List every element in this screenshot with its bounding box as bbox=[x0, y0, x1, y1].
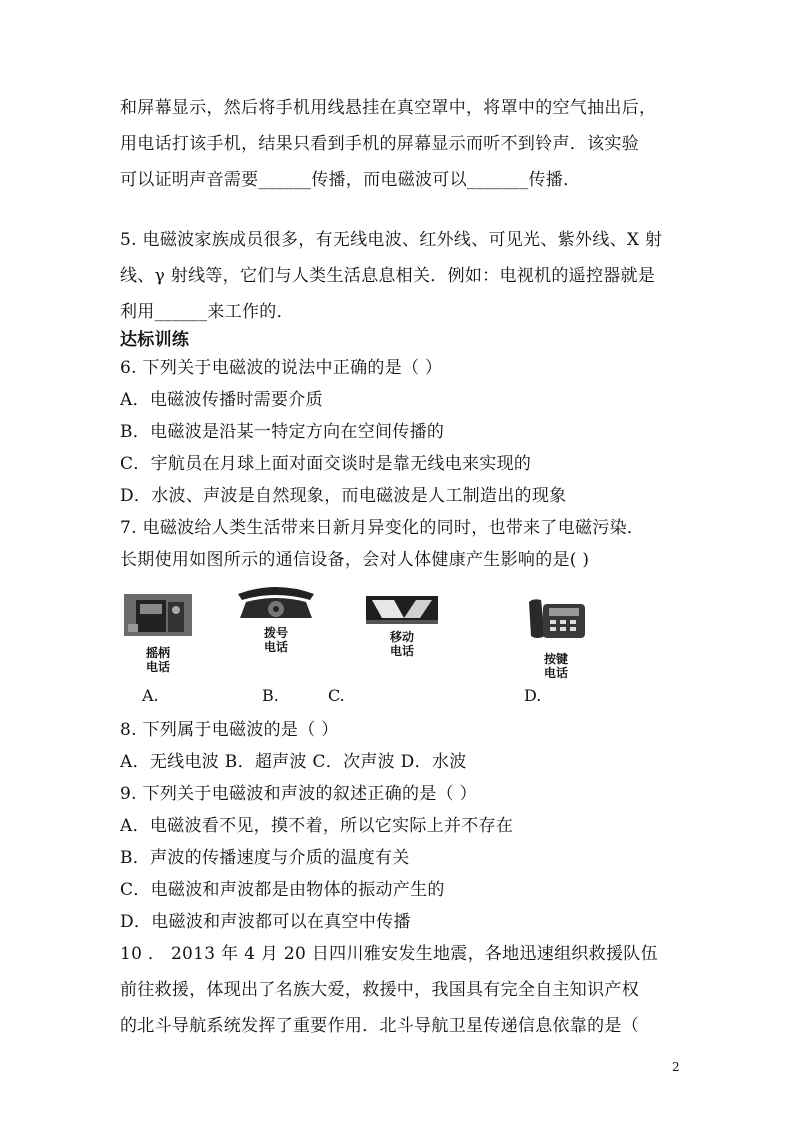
question-5-line-2: 线、γ 射线等，它们与人类生活息息相关．例如：电视机的遥控器就是 bbox=[120, 266, 656, 286]
phone-b-caption-2: 电话 bbox=[263, 640, 288, 654]
question-6-option-c: C．宇航员在月球上面对面交谈时是靠无线电来实现的 bbox=[120, 454, 532, 474]
question-9-option-c: C．电磁波和声波都是由物体的振动产生的 bbox=[120, 880, 445, 900]
question-10-line-1: 10 ． 2013 年 4 月 20 日四川雅安发生地震，各地迅速组织救援队伍 bbox=[120, 944, 658, 964]
question-9-option-d: D．电磁波和声波都可以在真空中传播 bbox=[120, 912, 411, 932]
question-9-option-b: B．声波的传播速度与介质的温度有关 bbox=[120, 848, 410, 868]
phone-d-caption-2: 电话 bbox=[543, 666, 568, 680]
section-heading: 达标训练 bbox=[120, 330, 190, 350]
question-5-line-1: 5. 电磁波家族成员很多，有无线电波、红外线、可见光、紫外线、X 射 bbox=[120, 230, 663, 250]
mobile-phone-icon bbox=[364, 592, 440, 626]
crank-telephone-icon bbox=[122, 590, 194, 638]
rotary-telephone-icon bbox=[230, 584, 322, 622]
question-6-stem: 6. 下列关于电磁波的说法中正确的是（ ） bbox=[120, 358, 443, 378]
question-9-option-a: A．电磁波看不见，摸不着，所以它实际上并不存在 bbox=[120, 816, 514, 836]
question-7-line-2: 长期使用如图所示的通信设备，会对人体健康产生影响的是( ) bbox=[120, 550, 590, 570]
text-line-1: 和屏幕显示，然后将手机用线悬挂在真空罩中，将罩中的空气抽出后， bbox=[120, 98, 657, 118]
phone-a-caption-2: 电话 bbox=[145, 660, 170, 674]
phone-b-caption-1: 拨号 bbox=[263, 626, 288, 640]
figure-option-a: A. bbox=[142, 686, 159, 705]
question-5-line-3: 利用______来工作的． bbox=[120, 302, 294, 322]
question-6-option-d: D．水波、声波是自然现象，而电磁波是人工制造出的现象 bbox=[120, 486, 567, 506]
question-9-stem: 9. 下列关于电磁波和声波的叙述正确的是（ ） bbox=[120, 784, 477, 804]
phone-a bbox=[118, 590, 198, 674]
phone-c-caption-2: 电话 bbox=[389, 644, 414, 658]
question-8-stem: 8. 下列属于电磁波的是（ ） bbox=[120, 720, 339, 740]
figure-option-c: C. bbox=[328, 686, 345, 705]
keypad-telephone-icon bbox=[523, 596, 589, 644]
phone-d bbox=[516, 596, 596, 680]
page-number: 2 bbox=[672, 1060, 680, 1074]
phone-a-caption-1: 摇柄 bbox=[145, 646, 170, 660]
text-line-3: 可以证明声音需要______传播，而电磁波可以_______传播． bbox=[120, 170, 581, 190]
phone-b bbox=[226, 584, 326, 654]
figure-option-d: D. bbox=[524, 686, 542, 705]
question-10-line-2: 前往救援，体现出了名族大爱，救援中，我国具有完全自主知识产权 bbox=[120, 980, 639, 1000]
question-6-option-a: A．电磁波传播时需要介质 bbox=[120, 390, 323, 410]
question-8-options: A．无线电波 B．超声波 C．次声波 D．水波 bbox=[120, 752, 467, 772]
phone-d-caption-1: 按键 bbox=[543, 652, 568, 666]
question-10-line-3: 的北斗导航系统发挥了重要作用．北斗导航卫星传递信息依靠的是（ bbox=[120, 1016, 639, 1036]
question-7-line-1: 7. 电磁波给人类生活带来日新月异变化的同时，也带来了电磁污染． bbox=[120, 518, 645, 538]
phone-c-caption-1: 移动 bbox=[389, 630, 414, 644]
figure-option-b: B. bbox=[262, 686, 279, 705]
question-6-option-b: B．电磁波是沿某一特定方向在空间传播的 bbox=[120, 422, 445, 442]
telephone-figure bbox=[118, 590, 638, 710]
text-line-2: 用电话打该手机，结果只看到手机的屏幕显示而听不到铃声．该实验 bbox=[120, 134, 639, 154]
phone-c bbox=[362, 592, 442, 658]
